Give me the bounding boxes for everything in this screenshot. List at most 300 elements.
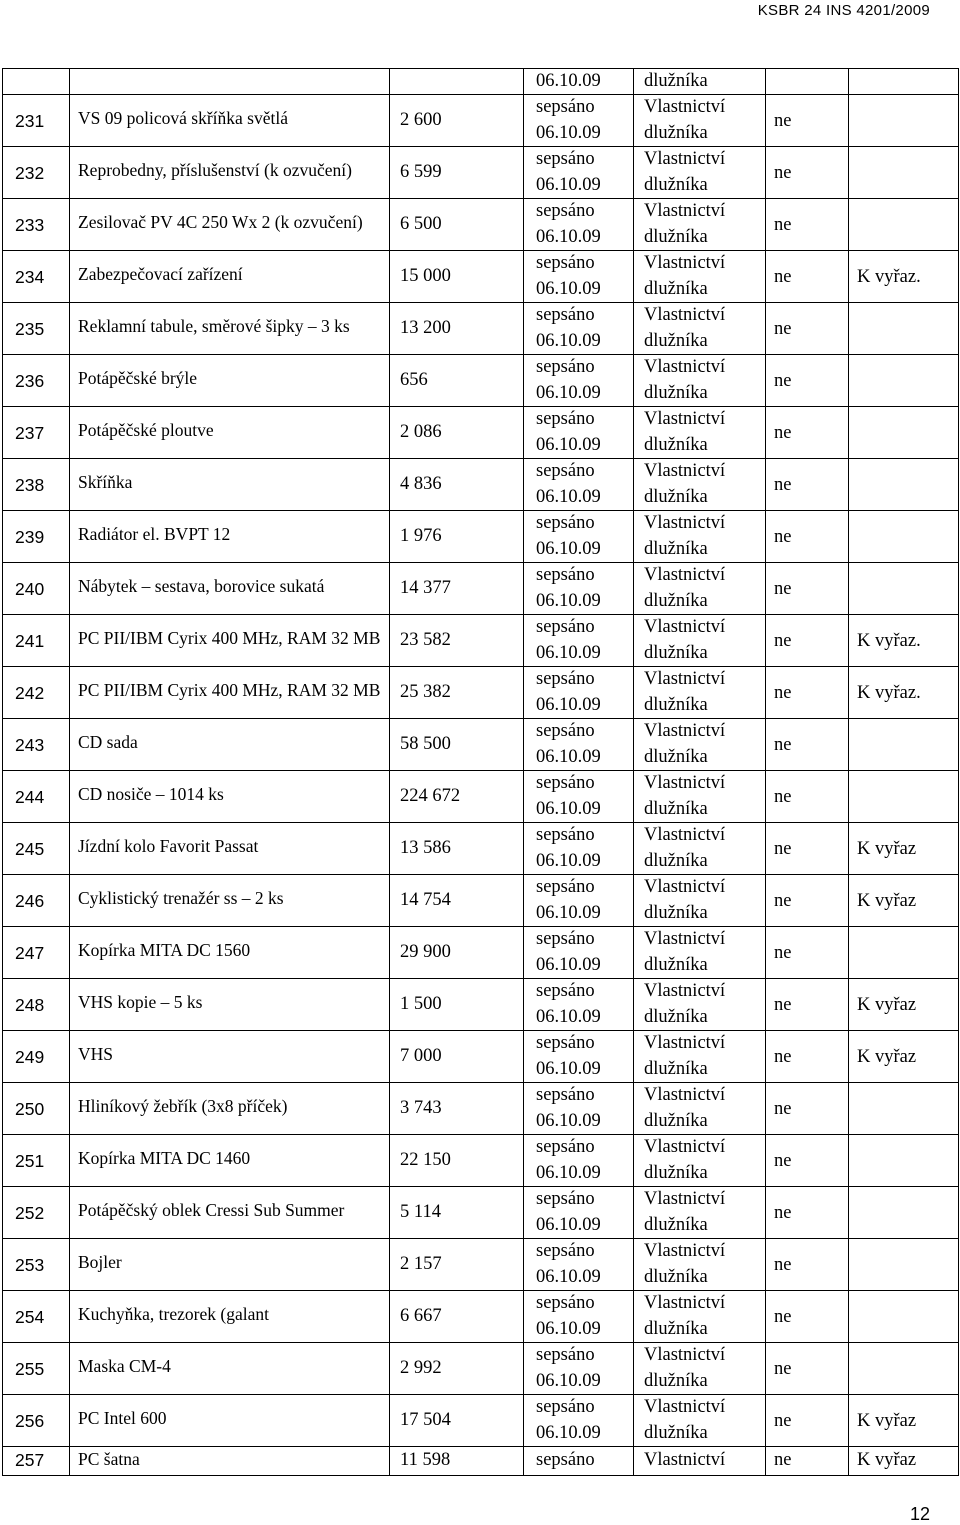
cell-item-number: 238 xyxy=(3,459,70,511)
cell-item-name: VHS kopie – 5 ks xyxy=(70,979,390,1031)
date-text: 06.10.09 xyxy=(536,279,601,299)
table-row xyxy=(3,1447,959,1476)
ownership-text: Vlastnictví xyxy=(644,877,726,897)
table-row xyxy=(3,1239,959,1291)
cell-note xyxy=(849,927,959,979)
cell-item-number: 246 xyxy=(3,875,70,927)
table-row xyxy=(3,771,959,823)
cell-item-name: CD nosiče – 1014 ks xyxy=(70,771,390,823)
cell-ownership xyxy=(634,927,766,979)
cell-flag: ne xyxy=(766,875,849,927)
ownership-text: Vlastnictví xyxy=(644,1033,726,1053)
cell-flag: ne xyxy=(766,563,849,615)
cell-flag: ne xyxy=(766,147,849,199)
cell-item-name: Zabezpečovací zařízení xyxy=(70,251,390,303)
cell-value: 3 743 xyxy=(390,1083,524,1135)
status-text: sepsáno xyxy=(536,97,595,117)
ownership-text: Vlastnictví xyxy=(644,1189,726,1209)
cell-item-name: Kopírka MITA DC 1560 xyxy=(70,927,390,979)
cell-item-number: 243 xyxy=(3,719,70,771)
asset-table xyxy=(2,68,959,1476)
date-text: 06.10.09 xyxy=(536,695,601,715)
cell-flag: ne xyxy=(766,667,849,719)
debtor-text: dlužníka xyxy=(644,279,708,299)
cell-status-date xyxy=(524,979,634,1031)
date-text: 06.10.09 xyxy=(536,1371,601,1391)
cell-status-date xyxy=(524,1135,634,1187)
cell-note: K vyřaz. xyxy=(849,667,959,719)
cell-flag: ne xyxy=(766,511,849,563)
cell-empty xyxy=(390,69,524,95)
cell-flag: ne xyxy=(766,355,849,407)
cell-flag: ne xyxy=(766,1239,849,1291)
cell-value: 58 500 xyxy=(390,719,524,771)
cell-status-date xyxy=(524,303,634,355)
cell-item-number: 241 xyxy=(3,615,70,667)
table-row xyxy=(3,355,959,407)
date-text: 06.10.09 xyxy=(536,435,601,455)
cell-item-name: Potápěčský oblek Cressi Sub Summer xyxy=(70,1187,390,1239)
debtor-text: dlužníka xyxy=(644,1371,708,1391)
cell-note xyxy=(849,1239,959,1291)
date-text: 06.10.09 xyxy=(536,799,601,819)
cell-item-name: PC šatna xyxy=(70,1447,390,1476)
ownership-text: Vlastnictví xyxy=(644,253,726,273)
cell-note: K vyřaz xyxy=(849,1031,959,1083)
cell-note xyxy=(849,511,959,563)
cell-ownership xyxy=(634,667,766,719)
cell-ownership xyxy=(634,1343,766,1395)
cell-item-number: 254 xyxy=(3,1291,70,1343)
ownership-text: Vlastnictví xyxy=(644,513,726,533)
cell-status-date xyxy=(524,407,634,459)
cell-note xyxy=(849,719,959,771)
cell-ownership xyxy=(634,719,766,771)
cell-flag: ne xyxy=(766,1395,849,1447)
cell-empty xyxy=(849,69,959,95)
cell-value: 6 599 xyxy=(390,147,524,199)
table-row xyxy=(3,719,959,771)
cell-status-date xyxy=(524,459,634,511)
cell-value: 1 500 xyxy=(390,979,524,1031)
date-text: 06.10.09 xyxy=(536,487,601,507)
table-row xyxy=(3,95,959,147)
date-text: 06.10.09 xyxy=(536,747,601,767)
status-text: sepsáno xyxy=(536,1033,595,1053)
cell-flag: ne xyxy=(766,771,849,823)
status-text: sepsáno xyxy=(536,201,595,221)
cell-value: 5 114 xyxy=(390,1187,524,1239)
cell-item-number: 235 xyxy=(3,303,70,355)
debtor-text: dlužníka xyxy=(644,1423,708,1443)
table-row xyxy=(3,1395,959,1447)
cell-value: 2 992 xyxy=(390,1343,524,1395)
date-text: 06.10.09 xyxy=(536,539,601,559)
cell-note xyxy=(849,563,959,615)
cell-ownership xyxy=(634,1187,766,1239)
cell-status-date xyxy=(524,511,634,563)
debtor-text: dlužníka xyxy=(644,487,708,507)
cell-flag: ne xyxy=(766,979,849,1031)
date-text: 06.10.09 xyxy=(536,643,601,663)
cell-note xyxy=(849,459,959,511)
cell-item-number: 239 xyxy=(3,511,70,563)
status-text: sepsáno xyxy=(536,357,595,377)
cell-note: K vyřaz xyxy=(849,875,959,927)
cell-item-name: Kopírka MITA DC 1460 xyxy=(70,1135,390,1187)
ownership-text: Vlastnictví xyxy=(644,981,726,1001)
cell-owner: dlužníka xyxy=(634,69,766,95)
cell-value: 4 836 xyxy=(390,459,524,511)
cell-status: sepsáno xyxy=(524,1447,634,1476)
page-number: 12 xyxy=(909,1504,930,1524)
table-row xyxy=(3,147,959,199)
cell-ownership xyxy=(634,1291,766,1343)
ownership-text: Vlastnictví xyxy=(644,1137,726,1157)
debtor-text: dlužníka xyxy=(644,1163,708,1183)
table-row xyxy=(3,979,959,1031)
cell-item-name: Radiátor el. BVPT 12 xyxy=(70,511,390,563)
date-text: 06.10.09 xyxy=(536,1319,601,1339)
cell-item-name: Skříňka xyxy=(70,459,390,511)
debtor-text: dlužníka xyxy=(644,591,708,611)
cell-item-number: 234 xyxy=(3,251,70,303)
cell-note: K vyřaz xyxy=(849,1395,959,1447)
cell-flag: ne xyxy=(766,1343,849,1395)
cell-ownership xyxy=(634,407,766,459)
cell-note xyxy=(849,1187,959,1239)
status-text: sepsáno xyxy=(536,1293,595,1313)
ownership-text: Vlastnictví xyxy=(644,149,726,169)
ownership-text: Vlastnictví xyxy=(644,357,726,377)
cell-status-date xyxy=(524,1395,634,1447)
cell-flag: ne xyxy=(766,1291,849,1343)
cell-note: K vyřaz xyxy=(849,823,959,875)
status-text: sepsáno xyxy=(536,825,595,845)
debtor-text: dlužníka xyxy=(644,643,708,663)
cell-note xyxy=(849,95,959,147)
cell-note xyxy=(849,1083,959,1135)
cell-empty xyxy=(766,69,849,95)
cell-flag: ne xyxy=(766,407,849,459)
cell-empty xyxy=(3,69,70,95)
cell-status-date xyxy=(524,563,634,615)
table-row xyxy=(3,511,959,563)
table-row xyxy=(3,927,959,979)
cell-value: 1 976 xyxy=(390,511,524,563)
status-text: sepsáno xyxy=(536,1085,595,1105)
ownership-text: Vlastnictví xyxy=(644,1293,726,1313)
cell-status-date xyxy=(524,251,634,303)
table-row xyxy=(3,407,959,459)
ownership-text: Vlastnictví xyxy=(644,97,726,117)
cell-item-number: 233 xyxy=(3,199,70,251)
cell-ownership xyxy=(634,355,766,407)
cell-status-date xyxy=(524,875,634,927)
cell-item-number: 242 xyxy=(3,667,70,719)
cell-item-number: 237 xyxy=(3,407,70,459)
cell-flag: ne xyxy=(766,95,849,147)
cell-value: 2 157 xyxy=(390,1239,524,1291)
debtor-text: dlužníka xyxy=(644,695,708,715)
date-text: 06.10.09 xyxy=(536,1423,601,1443)
cell-note xyxy=(849,1291,959,1343)
ownership-text: Vlastnictví xyxy=(644,305,726,325)
date-text: 06.10.09 xyxy=(536,1215,601,1235)
cell-item-name: Potápěčské brýle xyxy=(70,355,390,407)
cell-status-date xyxy=(524,1239,634,1291)
status-text: sepsáno xyxy=(536,877,595,897)
cell-item-name: VHS xyxy=(70,1031,390,1083)
cell-value: 6 500 xyxy=(390,199,524,251)
debtor-text: dlužníka xyxy=(644,383,708,403)
table-row xyxy=(3,303,959,355)
date-text: 06.10.09 xyxy=(536,851,601,871)
debtor-text: dlužníka xyxy=(644,227,708,247)
cell-flag: ne xyxy=(766,615,849,667)
cell-flag: ne xyxy=(766,199,849,251)
cell-item-number: 253 xyxy=(3,1239,70,1291)
cell-note: K vyřaz xyxy=(849,1447,959,1476)
table-row xyxy=(3,1031,959,1083)
cell-value: 23 582 xyxy=(390,615,524,667)
cell-value: 13 200 xyxy=(390,303,524,355)
cell-status-date xyxy=(524,615,634,667)
cell-note: K vyřaz. xyxy=(849,615,959,667)
cell-item-name: VS 09 policová skříňka světlá xyxy=(70,95,390,147)
debtor-text: dlužníka xyxy=(644,331,708,351)
status-text: sepsáno xyxy=(536,1137,595,1157)
cell-item-number: 240 xyxy=(3,563,70,615)
continuation-row xyxy=(3,69,959,95)
cell-value: 14 377 xyxy=(390,563,524,615)
status-text: sepsáno xyxy=(536,513,595,533)
cell-item-number: 255 xyxy=(3,1343,70,1395)
cell-note xyxy=(849,147,959,199)
cell-flag: ne xyxy=(766,1447,849,1476)
cell-item-number: 257 xyxy=(3,1447,70,1476)
table-row xyxy=(3,1343,959,1395)
cell-item-number: 256 xyxy=(3,1395,70,1447)
cell-flag: ne xyxy=(766,459,849,511)
debtor-text: dlužníka xyxy=(644,1059,708,1079)
cell-item-name: Hliníkový žebřík (3x8 příček) xyxy=(70,1083,390,1135)
ownership-text: Vlastnictví xyxy=(644,565,726,585)
cell-status-date xyxy=(524,719,634,771)
cell-ownership xyxy=(634,1395,766,1447)
status-text: sepsáno xyxy=(536,1397,595,1417)
table-row xyxy=(3,1187,959,1239)
cell-note xyxy=(849,355,959,407)
cell-value: 13 586 xyxy=(390,823,524,875)
cell-item-number: 251 xyxy=(3,1135,70,1187)
cell-flag: ne xyxy=(766,823,849,875)
date-text: 06.10.09 xyxy=(536,1059,601,1079)
cell-ownership xyxy=(634,563,766,615)
cell-note xyxy=(849,199,959,251)
cell-ownership xyxy=(634,1239,766,1291)
cell-note xyxy=(849,303,959,355)
document-reference: KSBR 24 INS 4201/2009 xyxy=(757,2,930,19)
cell-value: 22 150 xyxy=(390,1135,524,1187)
debtor-text: dlužníka xyxy=(644,539,708,559)
debtor-text: dlužníka xyxy=(644,1111,708,1131)
table-row xyxy=(3,1135,959,1187)
cell-status-date xyxy=(524,1343,634,1395)
debtor-text: dlužníka xyxy=(644,1215,708,1235)
debtor-text: dlužníka xyxy=(644,955,708,975)
cell-flag: ne xyxy=(766,1031,849,1083)
cell-value: 15 000 xyxy=(390,251,524,303)
cell-ownership xyxy=(634,1083,766,1135)
cell-ownership xyxy=(634,303,766,355)
cell-item-number: 232 xyxy=(3,147,70,199)
status-text: sepsáno xyxy=(536,721,595,741)
cell-ownership xyxy=(634,459,766,511)
debtor-text: dlužníka xyxy=(644,903,708,923)
cell-item-number: 248 xyxy=(3,979,70,1031)
cell-item-name: Cyklistický trenažér ss – 2 ks xyxy=(70,875,390,927)
date-text: 06.10.09 xyxy=(536,123,601,143)
table-row xyxy=(3,823,959,875)
status-text: sepsáno xyxy=(536,409,595,429)
cell-note: K vyřaz. xyxy=(849,251,959,303)
ownership-text: Vlastnictví xyxy=(644,825,726,845)
ownership-text: Vlastnictví xyxy=(644,617,726,637)
status-text: sepsáno xyxy=(536,773,595,793)
cell-ownership xyxy=(634,1135,766,1187)
table-row xyxy=(3,1083,959,1135)
cell-status-date xyxy=(524,1031,634,1083)
cell-flag: ne xyxy=(766,303,849,355)
cell-value: 11 598 xyxy=(390,1447,524,1476)
ownership-text: Vlastnictví xyxy=(644,1345,726,1365)
date-text: 06.10.09 xyxy=(536,227,601,247)
ownership-text: Vlastnictví xyxy=(644,1241,726,1261)
cell-flag: ne xyxy=(766,251,849,303)
date-text: 06.10.09 xyxy=(536,175,601,195)
cell-status-date xyxy=(524,667,634,719)
cell-value: 2 086 xyxy=(390,407,524,459)
cell-status-date xyxy=(524,1083,634,1135)
date-text: 06.10.09 xyxy=(536,903,601,923)
status-text: sepsáno xyxy=(536,617,595,637)
cell-flag: ne xyxy=(766,719,849,771)
table-row xyxy=(3,667,959,719)
status-text: sepsáno xyxy=(536,253,595,273)
ownership-text: Vlastnictví xyxy=(644,929,726,949)
cell-item-name: Jízdní kolo Favorit Passat xyxy=(70,823,390,875)
date-text: 06.10.09 xyxy=(536,331,601,351)
table-row xyxy=(3,459,959,511)
ownership-text: Vlastnictví xyxy=(644,721,726,741)
status-text: sepsáno xyxy=(536,981,595,1001)
cell-ownership xyxy=(634,1031,766,1083)
cell-item-number: 245 xyxy=(3,823,70,875)
cell-flag: ne xyxy=(766,1135,849,1187)
cell-ownership xyxy=(634,771,766,823)
cell-value: 25 382 xyxy=(390,667,524,719)
date-text: 06.10.09 xyxy=(536,1007,601,1027)
cell-ownership xyxy=(634,875,766,927)
table-row xyxy=(3,251,959,303)
cell-flag: ne xyxy=(766,1187,849,1239)
date-text: 06.10.09 xyxy=(536,591,601,611)
cell-empty xyxy=(70,69,390,95)
debtor-text: dlužníka xyxy=(644,1319,708,1339)
cell-item-number: 249 xyxy=(3,1031,70,1083)
table-row xyxy=(3,199,959,251)
cell-ownership xyxy=(634,199,766,251)
cell-status-date xyxy=(524,147,634,199)
date-text: 06.10.09 xyxy=(536,955,601,975)
status-text: sepsáno xyxy=(536,1345,595,1365)
cell-item-name: Potápěčské ploutve xyxy=(70,407,390,459)
cell-flag: ne xyxy=(766,927,849,979)
status-text: sepsáno xyxy=(536,1189,595,1209)
cell-item-name: Kuchyňka, trezorek (galant xyxy=(70,1291,390,1343)
cell-note xyxy=(849,407,959,459)
cell-item-name: PC PII/IBM Cyrix 400 MHz, RAM 32 MB xyxy=(70,667,390,719)
cell-item-name: Nábytek – sestava, borovice sukatá xyxy=(70,563,390,615)
ownership-text: Vlastnictví xyxy=(644,669,726,689)
status-text: sepsáno xyxy=(536,669,595,689)
table-row xyxy=(3,875,959,927)
cell-item-name: PC Intel 600 xyxy=(70,1395,390,1447)
cell-value: 29 900 xyxy=(390,927,524,979)
cell-status-date xyxy=(524,771,634,823)
debtor-text: dlužníka xyxy=(644,175,708,195)
cell-item-name: PC PII/IBM Cyrix 400 MHz, RAM 32 MB xyxy=(70,615,390,667)
ownership-text: Vlastnictví xyxy=(644,461,726,481)
cell-item-number: 244 xyxy=(3,771,70,823)
cell-ownership xyxy=(634,251,766,303)
cell-item-number: 252 xyxy=(3,1187,70,1239)
cell-note xyxy=(849,1343,959,1395)
cell-item-number: 231 xyxy=(3,95,70,147)
cell-item-name: CD sada xyxy=(70,719,390,771)
status-text: sepsáno xyxy=(536,149,595,169)
status-text: sepsáno xyxy=(536,305,595,325)
date-text: 06.10.09 xyxy=(536,1267,601,1287)
date-text: 06.10.09 xyxy=(536,1163,601,1183)
debtor-text: dlužníka xyxy=(644,1007,708,1027)
table-row xyxy=(3,1291,959,1343)
cell-ownership xyxy=(634,147,766,199)
cell-ownership xyxy=(634,823,766,875)
cell-ownership xyxy=(634,95,766,147)
cell-ownership xyxy=(634,511,766,563)
cell-ownership: Vlastnictví xyxy=(634,1447,766,1476)
table-row xyxy=(3,563,959,615)
cell-status-date xyxy=(524,823,634,875)
cell-date: 06.10.09 xyxy=(524,69,634,95)
status-text: sepsáno xyxy=(536,1241,595,1261)
date-text: 06.10.09 xyxy=(536,383,601,403)
cell-flag: ne xyxy=(766,1083,849,1135)
ownership-text: Vlastnictví xyxy=(644,1085,726,1105)
cell-status-date xyxy=(524,1291,634,1343)
debtor-text: dlužníka xyxy=(644,1267,708,1287)
cell-item-name: Reklamní tabule, směrové šipky – 3 ks xyxy=(70,303,390,355)
status-text: sepsáno xyxy=(536,929,595,949)
cell-value: 7 000 xyxy=(390,1031,524,1083)
cell-status-date xyxy=(524,355,634,407)
cell-item-number: 250 xyxy=(3,1083,70,1135)
cell-item-number: 236 xyxy=(3,355,70,407)
cell-note xyxy=(849,771,959,823)
ownership-text: Vlastnictví xyxy=(644,409,726,429)
